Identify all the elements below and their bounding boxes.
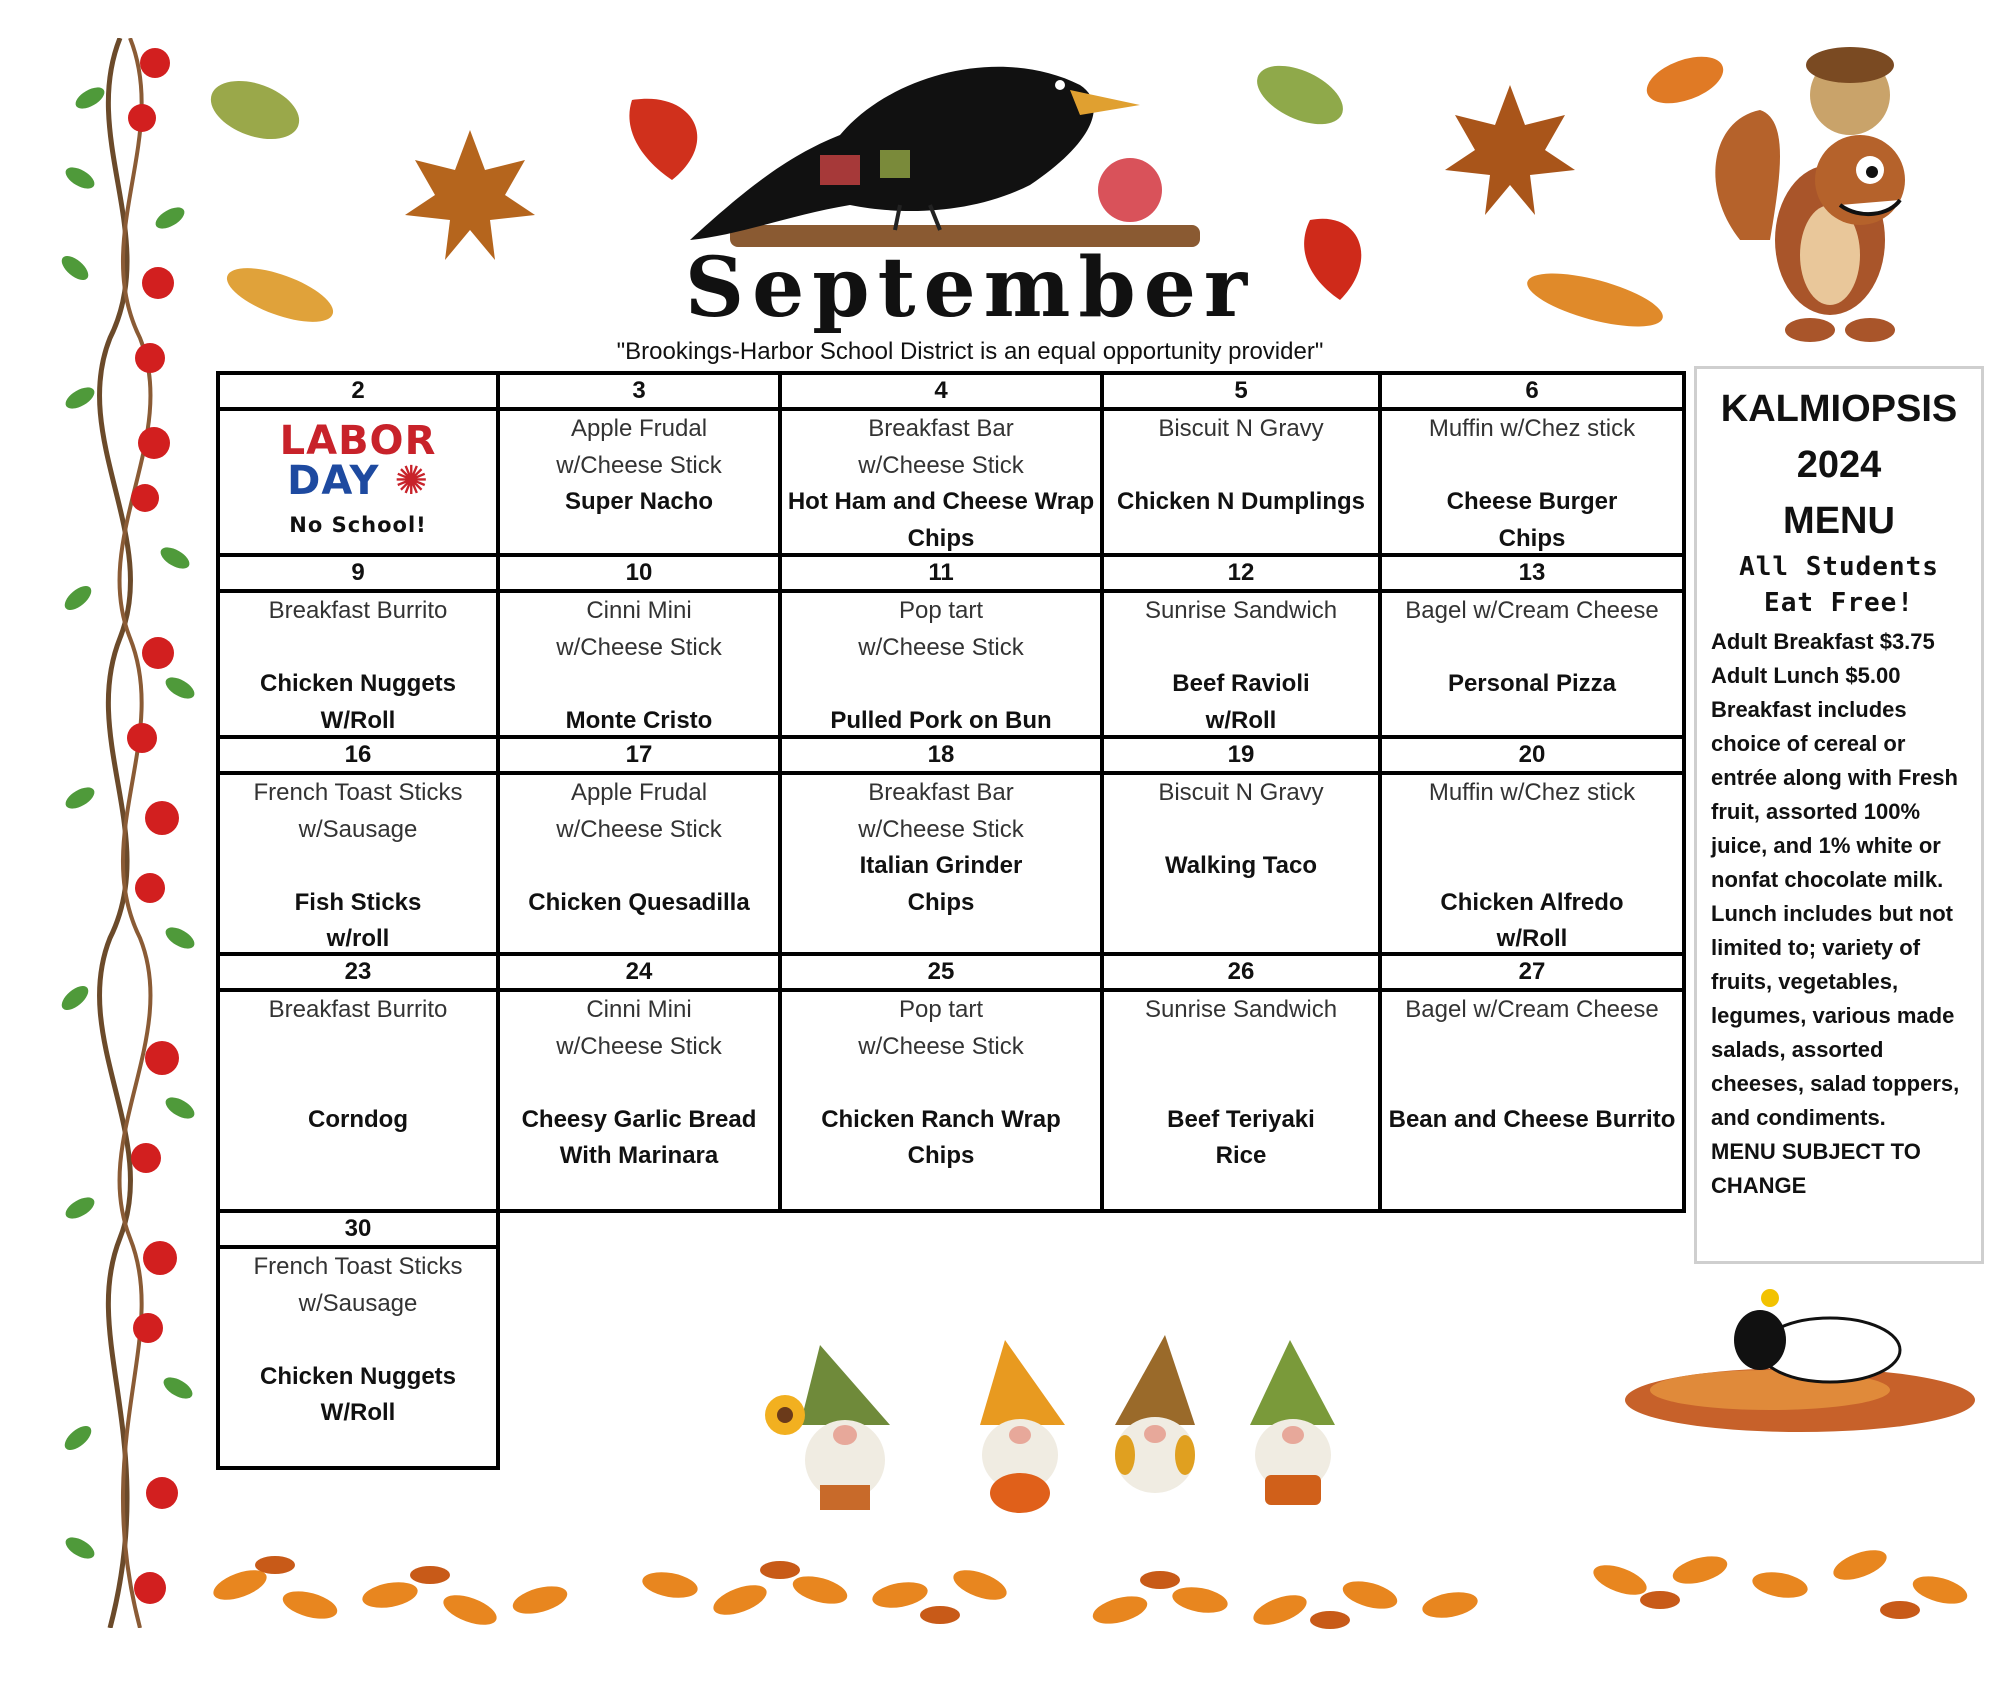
breakfast-item: Apple Frudal	[570, 779, 708, 806]
no-school-label: No School!	[289, 512, 427, 537]
lunch-item: Chips	[1498, 524, 1566, 552]
lunch-item: Chicken Quesadilla	[528, 888, 750, 916]
snoopy-icon	[1620, 1270, 1980, 1435]
date-cell: 27	[1378, 952, 1686, 992]
breakfast-item: Pop tart	[898, 996, 984, 1023]
date-cell: 30	[216, 1209, 500, 1249]
breakfast-item: w/Cheese Stick	[858, 633, 1024, 661]
lunch-item: Beef Ravioli	[1172, 670, 1310, 697]
breakfast-item	[1104, 448, 1378, 485]
menu-cell	[778, 771, 1104, 956]
spacer	[500, 666, 778, 703]
menu-cell	[778, 407, 1104, 557]
spacer	[1104, 1065, 1378, 1102]
breakfast-item: French Toast Sticks	[253, 779, 463, 806]
menu-cell	[496, 771, 782, 956]
spacer	[782, 1065, 1100, 1102]
date-cell: 26	[1100, 952, 1382, 992]
breakfast-item: French Toast Sticks	[253, 1253, 463, 1280]
breakfast-item: Muffin w/Chez stick	[1428, 779, 1636, 806]
lunch-item: Cheesy Garlic Bread	[521, 1105, 757, 1133]
lunch-item: w/roll	[326, 925, 390, 952]
date-cell: 10	[496, 553, 782, 593]
lunch-item: Chicken Nuggets	[259, 1362, 457, 1390]
menu-cell	[216, 589, 500, 739]
free-meals-note: All Students Eat Free!	[1739, 552, 1939, 618]
leaf-icon	[1520, 265, 1670, 335]
labor-day-title	[279, 417, 437, 504]
leaf-icon	[1250, 55, 1350, 135]
date-cell: 4	[778, 371, 1104, 411]
date-cell: 25	[778, 952, 1104, 992]
date-cell: 9	[216, 553, 500, 593]
maple-leaf-icon	[1440, 75, 1580, 225]
menu-cell	[1100, 589, 1382, 739]
breakfast-item: w/Sausage	[298, 815, 418, 843]
breakfast-item: Breakfast Burrito	[268, 996, 448, 1023]
menu-cell	[1378, 407, 1686, 557]
lunch-item: Chicken Ranch Wrap	[821, 1105, 1061, 1133]
fallen-leaves-icon	[200, 1525, 1980, 1635]
breakfast-item: Sunrise Sandwich	[1144, 597, 1338, 624]
menu-cell	[778, 988, 1104, 1213]
lunch-item: Walking Taco	[1164, 852, 1317, 879]
lunch-item: Super Nacho	[564, 488, 714, 515]
lunch-item: W/Roll	[320, 1399, 396, 1426]
menu-cell	[216, 988, 500, 1213]
breakfast-item: Breakfast Burrito	[268, 597, 448, 624]
menu-cell	[216, 1245, 500, 1470]
menu-cell	[496, 988, 782, 1213]
breakfast-item: Apple Frudal	[570, 415, 708, 442]
labor-text: LABOR	[279, 417, 437, 464]
spacer	[220, 1029, 496, 1066]
date-cell: 17	[496, 735, 782, 775]
menu-cell	[216, 771, 500, 956]
gnome-icon	[1095, 1330, 1215, 1515]
lunch-item: W/Roll	[320, 706, 396, 734]
leaf-icon	[220, 260, 340, 330]
menu-year: 2024	[1796, 444, 1882, 486]
day-text: DAY	[287, 457, 380, 504]
menu-calendar	[216, 375, 1690, 1470]
lunch-item: Chips	[907, 1142, 975, 1169]
breakfast-item: w/Cheese Stick	[858, 1032, 1024, 1060]
breakfast-item: Muffin w/Chez stick	[1428, 415, 1636, 442]
date-row	[216, 375, 1690, 411]
lunch-item: Hot Ham and Cheese Wrap	[787, 488, 1095, 515]
date-cell: 19	[1100, 735, 1382, 775]
menu-cell	[496, 407, 782, 557]
crow-icon	[670, 45, 1240, 255]
lunch-item: Bean and Cheese Burrito	[1388, 1105, 1676, 1133]
disclaimer: MENU SUBJECT TO CHANGE	[1711, 1139, 1921, 1198]
provider-note: "Brookings-Harbor School District is an equal opportunity provider"	[616, 338, 1324, 365]
breakfast-item: Cinni Mini	[586, 597, 692, 624]
adult-lunch-price: Adult Lunch $5.00	[1711, 663, 1901, 688]
spacer	[220, 1065, 496, 1102]
menu-cell	[778, 589, 1104, 739]
date-cell: 3	[496, 371, 782, 411]
date-row	[216, 956, 1690, 992]
meal-details: Breakfast includes choice of cereal or entrée along with Fresh fruit, assorted 100% juice, and 1% white or nonfat chocolate milk. Lunch includes but not limited to; variety of fruits, vegetables, legumes, various made salads, assorted cheeses, salad toppers, and condiments.	[1711, 697, 1960, 1130]
menu-cell	[1378, 589, 1686, 739]
breakfast-item: w/Cheese Stick	[858, 815, 1024, 843]
date-row	[216, 1213, 1690, 1249]
menu-cell	[496, 589, 782, 739]
spacer	[500, 1065, 778, 1102]
gnome-icon	[1235, 1335, 1350, 1515]
menu-cell	[1378, 771, 1686, 956]
labor-day-badge	[220, 411, 496, 553]
date-cell: 6	[1378, 371, 1686, 411]
spacer	[1382, 1029, 1682, 1066]
breakfast-item: Bagel w/Cream Cheese	[1405, 597, 1659, 624]
leaf-icon	[205, 70, 305, 150]
breakfast-item: w/Sausage	[298, 1289, 418, 1317]
menu-row	[216, 411, 1690, 557]
spacer	[500, 848, 778, 885]
lunch-item: Pulled Pork on Bun	[830, 706, 1052, 734]
lunch-item: Monte Cristo	[565, 706, 713, 734]
menu-cell	[1378, 988, 1686, 1213]
breakfast-item: w/Cheese Stick	[556, 633, 722, 661]
spacer	[1104, 812, 1378, 849]
breakfast-item: Pop tart	[898, 597, 984, 624]
menu-label: MENU	[1783, 500, 1895, 542]
date-cell: 13	[1378, 553, 1686, 593]
spacer	[782, 666, 1100, 703]
lunch-item: With Marinara	[559, 1142, 719, 1169]
spacer	[1382, 630, 1682, 667]
breakfast-item: Biscuit N Gravy	[1158, 779, 1324, 806]
maple-leaf-icon	[400, 120, 540, 270]
lunch-item: Chicken Nuggets	[259, 670, 457, 697]
page-title: September	[684, 240, 1256, 336]
lunch-item: w/Roll	[1205, 706, 1277, 734]
breakfast-item: Breakfast Bar	[868, 779, 1014, 806]
menu-row	[216, 992, 1690, 1213]
gnome-icon	[965, 1335, 1075, 1515]
breakfast-item: Breakfast Bar	[868, 415, 1014, 442]
menu-row	[216, 593, 1690, 739]
lunch-item: Chips	[907, 524, 975, 552]
breakfast-item: Bagel w/Cream Cheese	[1405, 996, 1659, 1023]
date-cell: 16	[216, 735, 500, 775]
date-row	[216, 557, 1690, 593]
lunch-item: Italian Grinder	[859, 852, 1023, 879]
menu-cell	[1100, 407, 1382, 557]
lunch-item: Chicken Alfredo	[1440, 888, 1624, 916]
lunch-item: Fish Sticks	[294, 888, 422, 916]
spacer	[220, 848, 496, 885]
date-cell: 5	[1100, 371, 1382, 411]
date-cell: 2	[216, 371, 500, 411]
spacer	[1104, 630, 1378, 667]
date-cell: 24	[496, 952, 782, 992]
adult-breakfast-price: Adult Breakfast $3.75	[1711, 629, 1935, 654]
date-cell: 20	[1378, 735, 1686, 775]
lunch-item: Beef Teriyaki	[1167, 1105, 1315, 1133]
breakfast-item: Biscuit N Gravy	[1158, 415, 1324, 442]
lunch-item: Rice	[1215, 1142, 1267, 1169]
spacer	[1382, 848, 1682, 885]
apple-vine-icon	[50, 38, 200, 1628]
menu-row	[216, 775, 1690, 956]
menu-cell	[1100, 988, 1382, 1213]
spacer	[220, 630, 496, 667]
lunch-item: Cheese Burger	[1446, 488, 1618, 515]
lunch-item: Corndog	[308, 1105, 408, 1133]
lunch-item: Chicken N Dumplings	[1116, 488, 1366, 515]
squirrel-icon	[1700, 40, 1960, 350]
school-name: KALMIOPSIS	[1720, 388, 1958, 430]
lunch-item: Personal Pizza	[1447, 670, 1617, 697]
date-row	[216, 739, 1690, 775]
spacer	[220, 1322, 496, 1359]
date-cell: 23	[216, 952, 500, 992]
breakfast-item: Sunrise Sandwich	[1144, 996, 1338, 1023]
breakfast-item: Cinni Mini	[586, 996, 692, 1023]
breakfast-item: w/Cheese Stick	[556, 1032, 722, 1060]
spacer	[1104, 1029, 1378, 1066]
breakfast-item: w/Cheese Stick	[858, 451, 1024, 479]
menu-row	[216, 1249, 1690, 1470]
menu-info-panel	[1694, 366, 1984, 1264]
date-cell: 12	[1100, 553, 1382, 593]
date-cell: 18	[778, 735, 1104, 775]
date-cell: 11	[778, 553, 1104, 593]
menu-cell	[1100, 771, 1382, 956]
gnome-icon	[760, 1335, 950, 1515]
spacer	[1382, 1065, 1682, 1102]
spacer	[1382, 812, 1682, 849]
breakfast-item: w/Cheese Stick	[556, 815, 722, 843]
firework-icon: ✺	[379, 457, 429, 504]
leaf-icon	[1290, 200, 1380, 310]
lunch-item: Chips	[907, 888, 975, 916]
breakfast-item	[1382, 448, 1682, 485]
breakfast-item: w/Cheese Stick	[556, 451, 722, 479]
labor-day-cell	[216, 407, 500, 557]
lunch-item: w/Roll	[1496, 925, 1568, 952]
